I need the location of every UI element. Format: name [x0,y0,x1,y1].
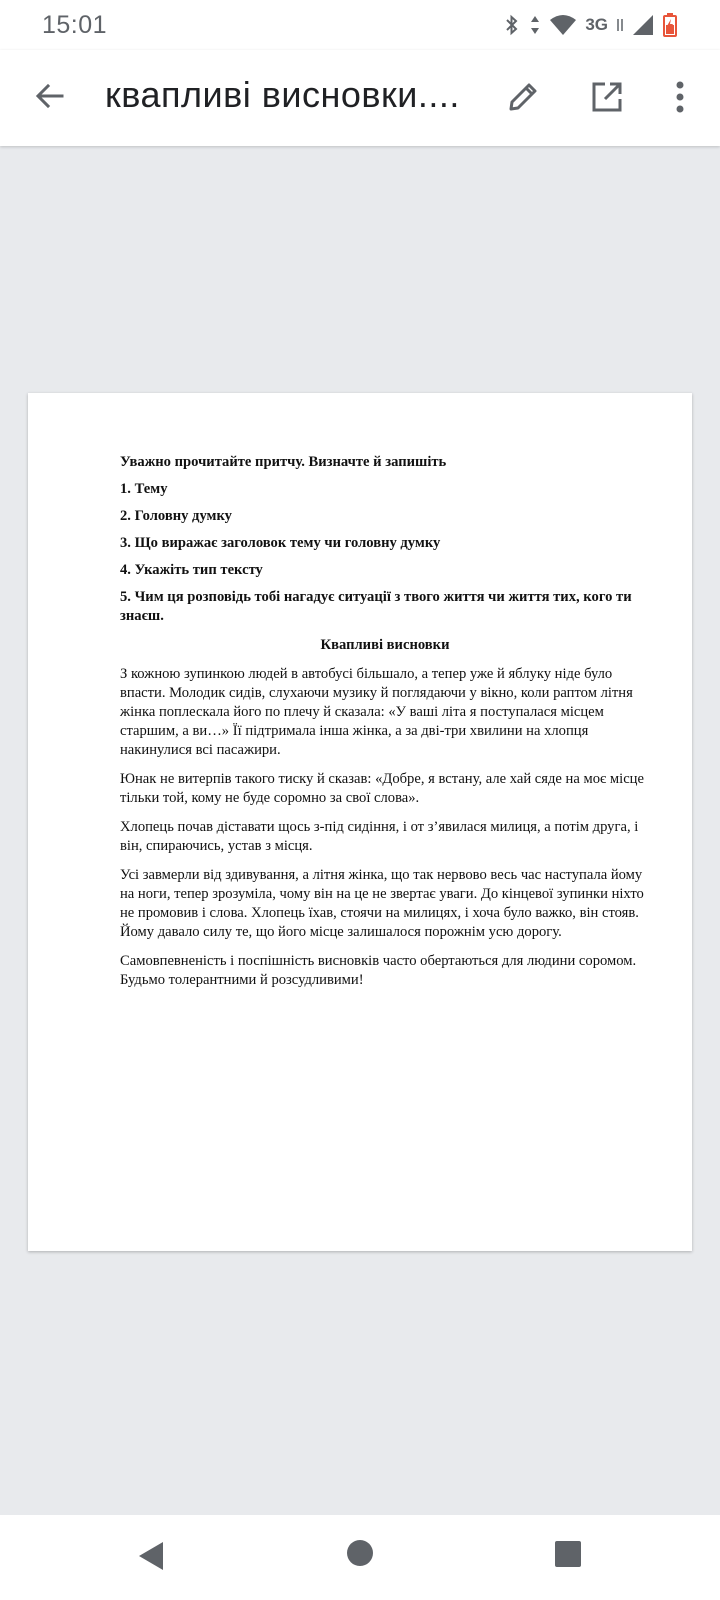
task-item: 3. Що виражає заголовок тему чи головну думку [120,535,441,551]
signal-icon [632,14,654,36]
status-icons [503,12,678,38]
document-title: квапливі висновки.... [105,74,460,115]
back-arrow-icon [34,80,66,117]
navigation-bar [0,1515,720,1600]
story-paragraph: Самовпевненість і поспішність висновків часто обертаються для людини соромом. Будьмо толерантними й розсудливими! [120,953,637,988]
task-item: 5. Чим ця розповідь тобі нагадує ситуації з твого життя чи життя тих, кого ти знаєш. [120,589,632,624]
open-in-new-button[interactable] [584,76,630,122]
story-paragraph: Юнак не витерпів такого тиску й сказав: «Добре, я встану, але хай сяде на моє місце тільки той, кому не буде соромно за свої слова». [120,771,644,806]
status-time: 15:01 [42,10,108,39]
nav-home-button[interactable] [346,1539,374,1567]
back-triangle-icon [135,1561,171,1578]
task-item: 2. Головну думку [120,508,232,524]
task-item: 4. Укажіть тип тексту [120,562,263,578]
task-intro: Уважно прочитайте притчу. Визначте й запишіть [120,454,447,470]
nav-recents-button[interactable] [554,1540,582,1568]
data-arrows-icon [529,13,541,37]
bluetooth-icon [503,13,521,37]
status-bar [0,0,720,50]
wifi-icon [549,13,577,37]
more-vert-icon [676,81,684,118]
network-type-label: 3G [585,15,608,34]
document-content [120,453,650,1000]
home-circle-icon [346,1554,374,1571]
battery-charging-icon [662,12,678,38]
more-options-button[interactable] [660,76,700,122]
data-activity-icon [616,15,624,35]
story-paragraph: З кожною зупинкою людей в автобусі більшало, а тепер уже й яблуку ніде було впасти. Молодик сидів, слухаючи музику й поглядаючи у вікно, коли раптом літня жінка поплескала його по плечу й сказала: «У ваші літа я поступалася місцем старшим, а ви…» Її підтримала інша жінка, а за дві-три хвилини на хлопця накинулися всі пасажири. [120,666,633,758]
story-title: Квапливі висновки [320,637,450,653]
back-button[interactable] [28,76,72,120]
recents-square-icon [554,1555,582,1572]
open-in-new-icon [590,80,624,119]
app-bar [0,50,720,146]
nav-back-button[interactable] [135,1538,171,1574]
document-page [28,393,692,1251]
pencil-icon [506,80,540,119]
edit-button[interactable] [500,76,546,122]
story-paragraph: Хлопець почав діставати щось з-під сидіння, і от з’явилася милиця, а потім друга, і він, спираючись, устав з місця. [120,819,639,854]
story-paragraph: Усі завмерли від здивування, а літня жінка, що так нервово весь час наступала йому на ноги, тепер зрозуміла, чому він на це не звертає уваги. До кінцевої зупинки ніхто не промовив і слова. Хлопець їхав, стоячи на милицях, і хоча було важко, він стояв. Йому давало силу те, що його місце залишалося порожнім усю дорогу. [120,867,644,940]
task-item: 1. Тему [120,481,168,497]
